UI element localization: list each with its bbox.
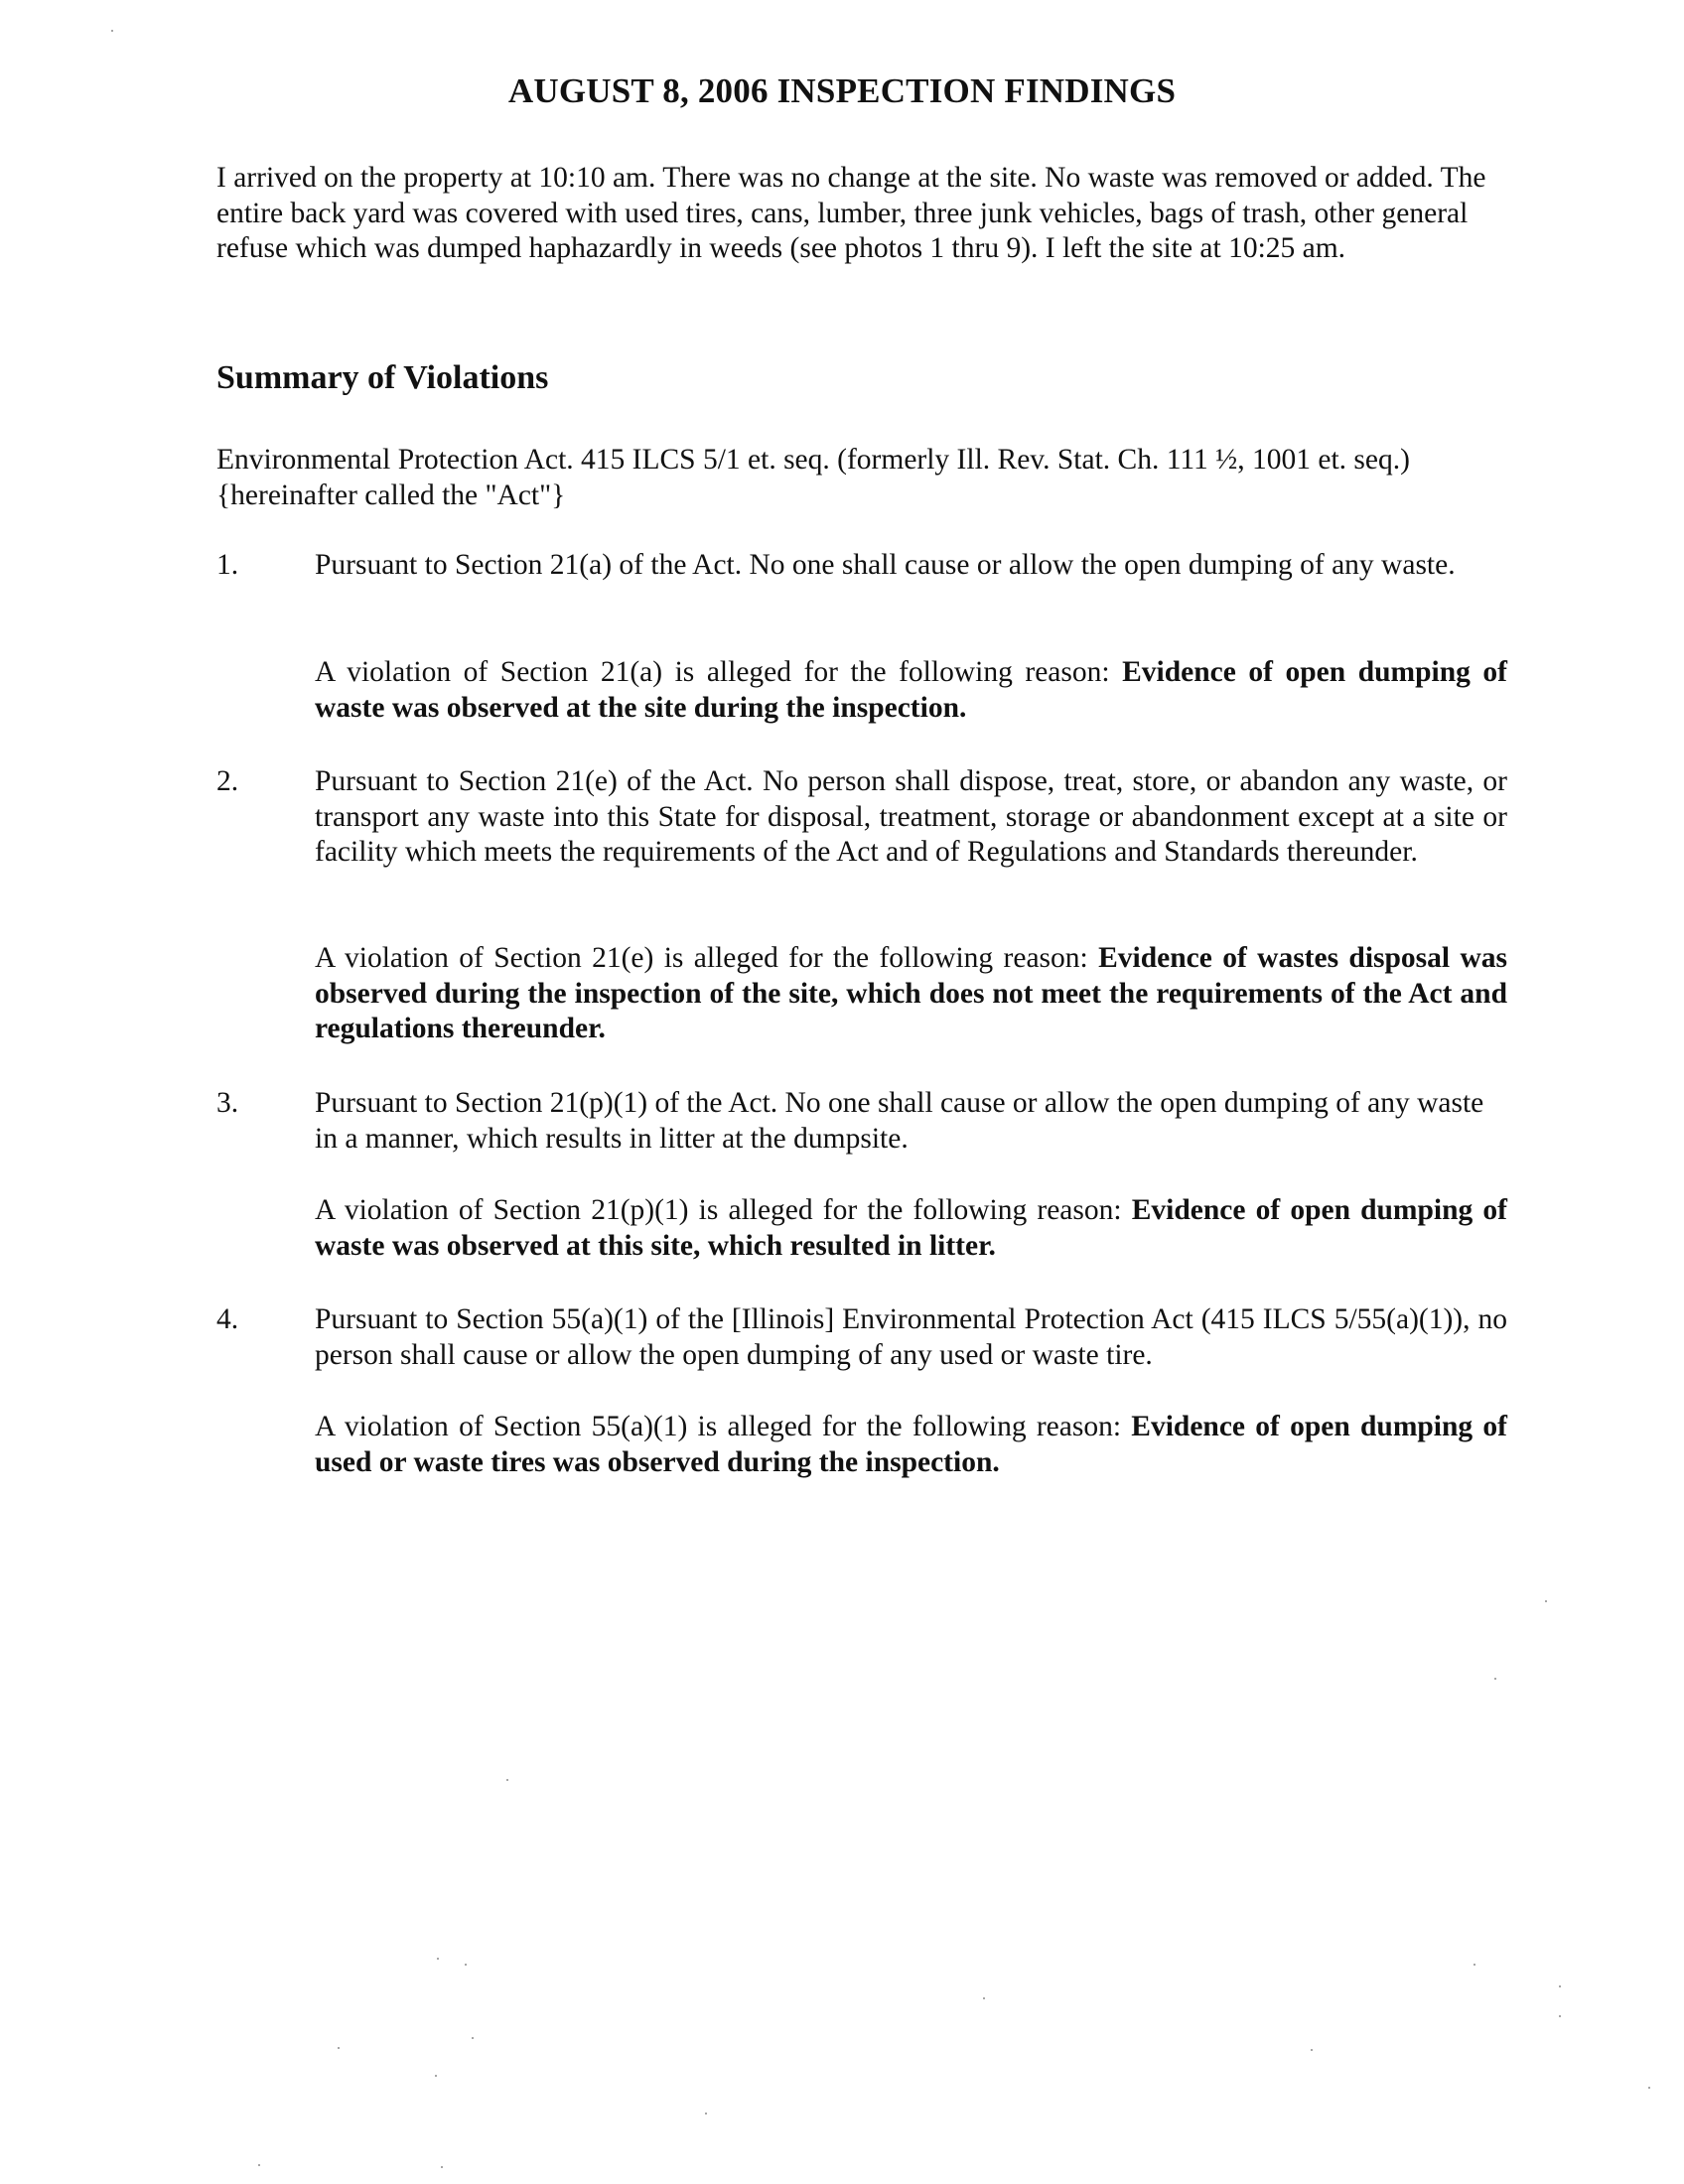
violation-4-number: 4. xyxy=(216,1303,239,1335)
scan-speck xyxy=(705,2113,707,2115)
scan-speck xyxy=(1474,1964,1475,1966)
scan-speck xyxy=(338,2047,340,2049)
violation-3-reason-finding: Evidence of open dumping of waste was observed at this site, which resulted in litter. xyxy=(315,1194,1507,1262)
scan-speck xyxy=(506,1779,508,1781)
scan-speck xyxy=(441,2166,443,2168)
scan-speck xyxy=(1559,1985,1561,1987)
violation-3-reason xyxy=(315,1193,1507,1264)
scan-speck xyxy=(465,1964,467,1966)
inspection-narrative: I arrived on the property at 10:10 am. There was no change at the site. No waste was removed or added. The entire back yard was covered with used tires, cans, lumber, three junk vehicles, bags of trash, other general refuse which was dumped haphazardly in weeds (see photos 1 thru 9). I left the site at 10:25 am. xyxy=(216,162,1486,264)
scan-speck xyxy=(435,2075,437,2077)
violation-2-reason-prefix: A violation of Section 21(e) is alleged for the following reason: xyxy=(315,942,1099,974)
violation-2-reason-finding: Evidence of wastes disposal was observed during the inspection of the site, which does not meet the requirements of the Act and regulations thereunder. xyxy=(315,942,1508,1044)
violation-1-reason-finding: Evidence of open dumping of waste was observed at the site during the inspection. xyxy=(315,656,1507,724)
violation-4-text: Pursuant to Section 55(a)(1) of the [Illinois] Environmental Protection Act (415 ILCS 5/55(a)(1)), no person shall cause or allow the open dumping of any used or waste tire. xyxy=(315,1303,1507,1371)
summary-heading: Summary of Violations xyxy=(216,359,549,396)
violation-3-number: 3. xyxy=(216,1087,239,1119)
scan-speck xyxy=(1494,1678,1496,1680)
violation-4-reason xyxy=(315,1410,1507,1480)
violation-2-number: 2. xyxy=(216,765,239,797)
violation-1-reason xyxy=(315,655,1507,726)
scan-speck xyxy=(472,2037,474,2039)
scan-speck xyxy=(111,30,113,32)
violation-3-reason-prefix: A violation of Section 21(p)(1) is alleged for the following reason: xyxy=(315,1194,1132,1226)
scan-speck xyxy=(437,1958,439,1960)
violation-1-text: Pursuant to Section 21(a) of the Act. No one shall cause or allow the open dumping of any waste. xyxy=(315,549,1456,581)
scan-speck xyxy=(1311,2049,1313,2051)
scan-speck xyxy=(983,1997,985,1999)
violation-1-number: 1. xyxy=(216,549,239,581)
scan-speck xyxy=(1648,2087,1650,2089)
page-title: AUGUST 8, 2006 INSPECTION FINDINGS xyxy=(507,71,1177,110)
scan-speck xyxy=(258,2164,260,2166)
act-reference: Environmental Protection Act. 415 ILCS 5/1 et. seq. (formerly Ill. Rev. Stat. Ch. 111 ½, 1001 et. seq.) {hereinafter called the "Act"} xyxy=(216,444,1410,511)
violation-4-reason-finding: Evidence of open dumping of used or waste tires was observed during the inspection. xyxy=(315,1411,1507,1478)
violation-3-text: Pursuant to Section 21(p)(1) of the Act. No one shall cause or allow the open dumping of any waste in a manner, which results in litter at the dumpsite. xyxy=(315,1087,1484,1155)
violation-2-reason xyxy=(315,941,1507,1047)
violation-1-reason-prefix: A violation of Section 21(a) is alleged for the following reason: xyxy=(315,656,1123,688)
scan-speck xyxy=(1559,2015,1561,2017)
scan-speck xyxy=(1545,1600,1547,1602)
violation-4-reason-prefix: A violation of Section 55(a)(1) is alleged for the following reason: xyxy=(315,1411,1132,1442)
violation-2-text: Pursuant to Section 21(e) of the Act. No person shall dispose, treat, store, or abandon any waste, or transport any waste into this State for disposal, treatment, storage or abandonment except at a site or facility which meets the requirements of the Act and of Regulations and Standards thereunder. xyxy=(315,765,1507,868)
